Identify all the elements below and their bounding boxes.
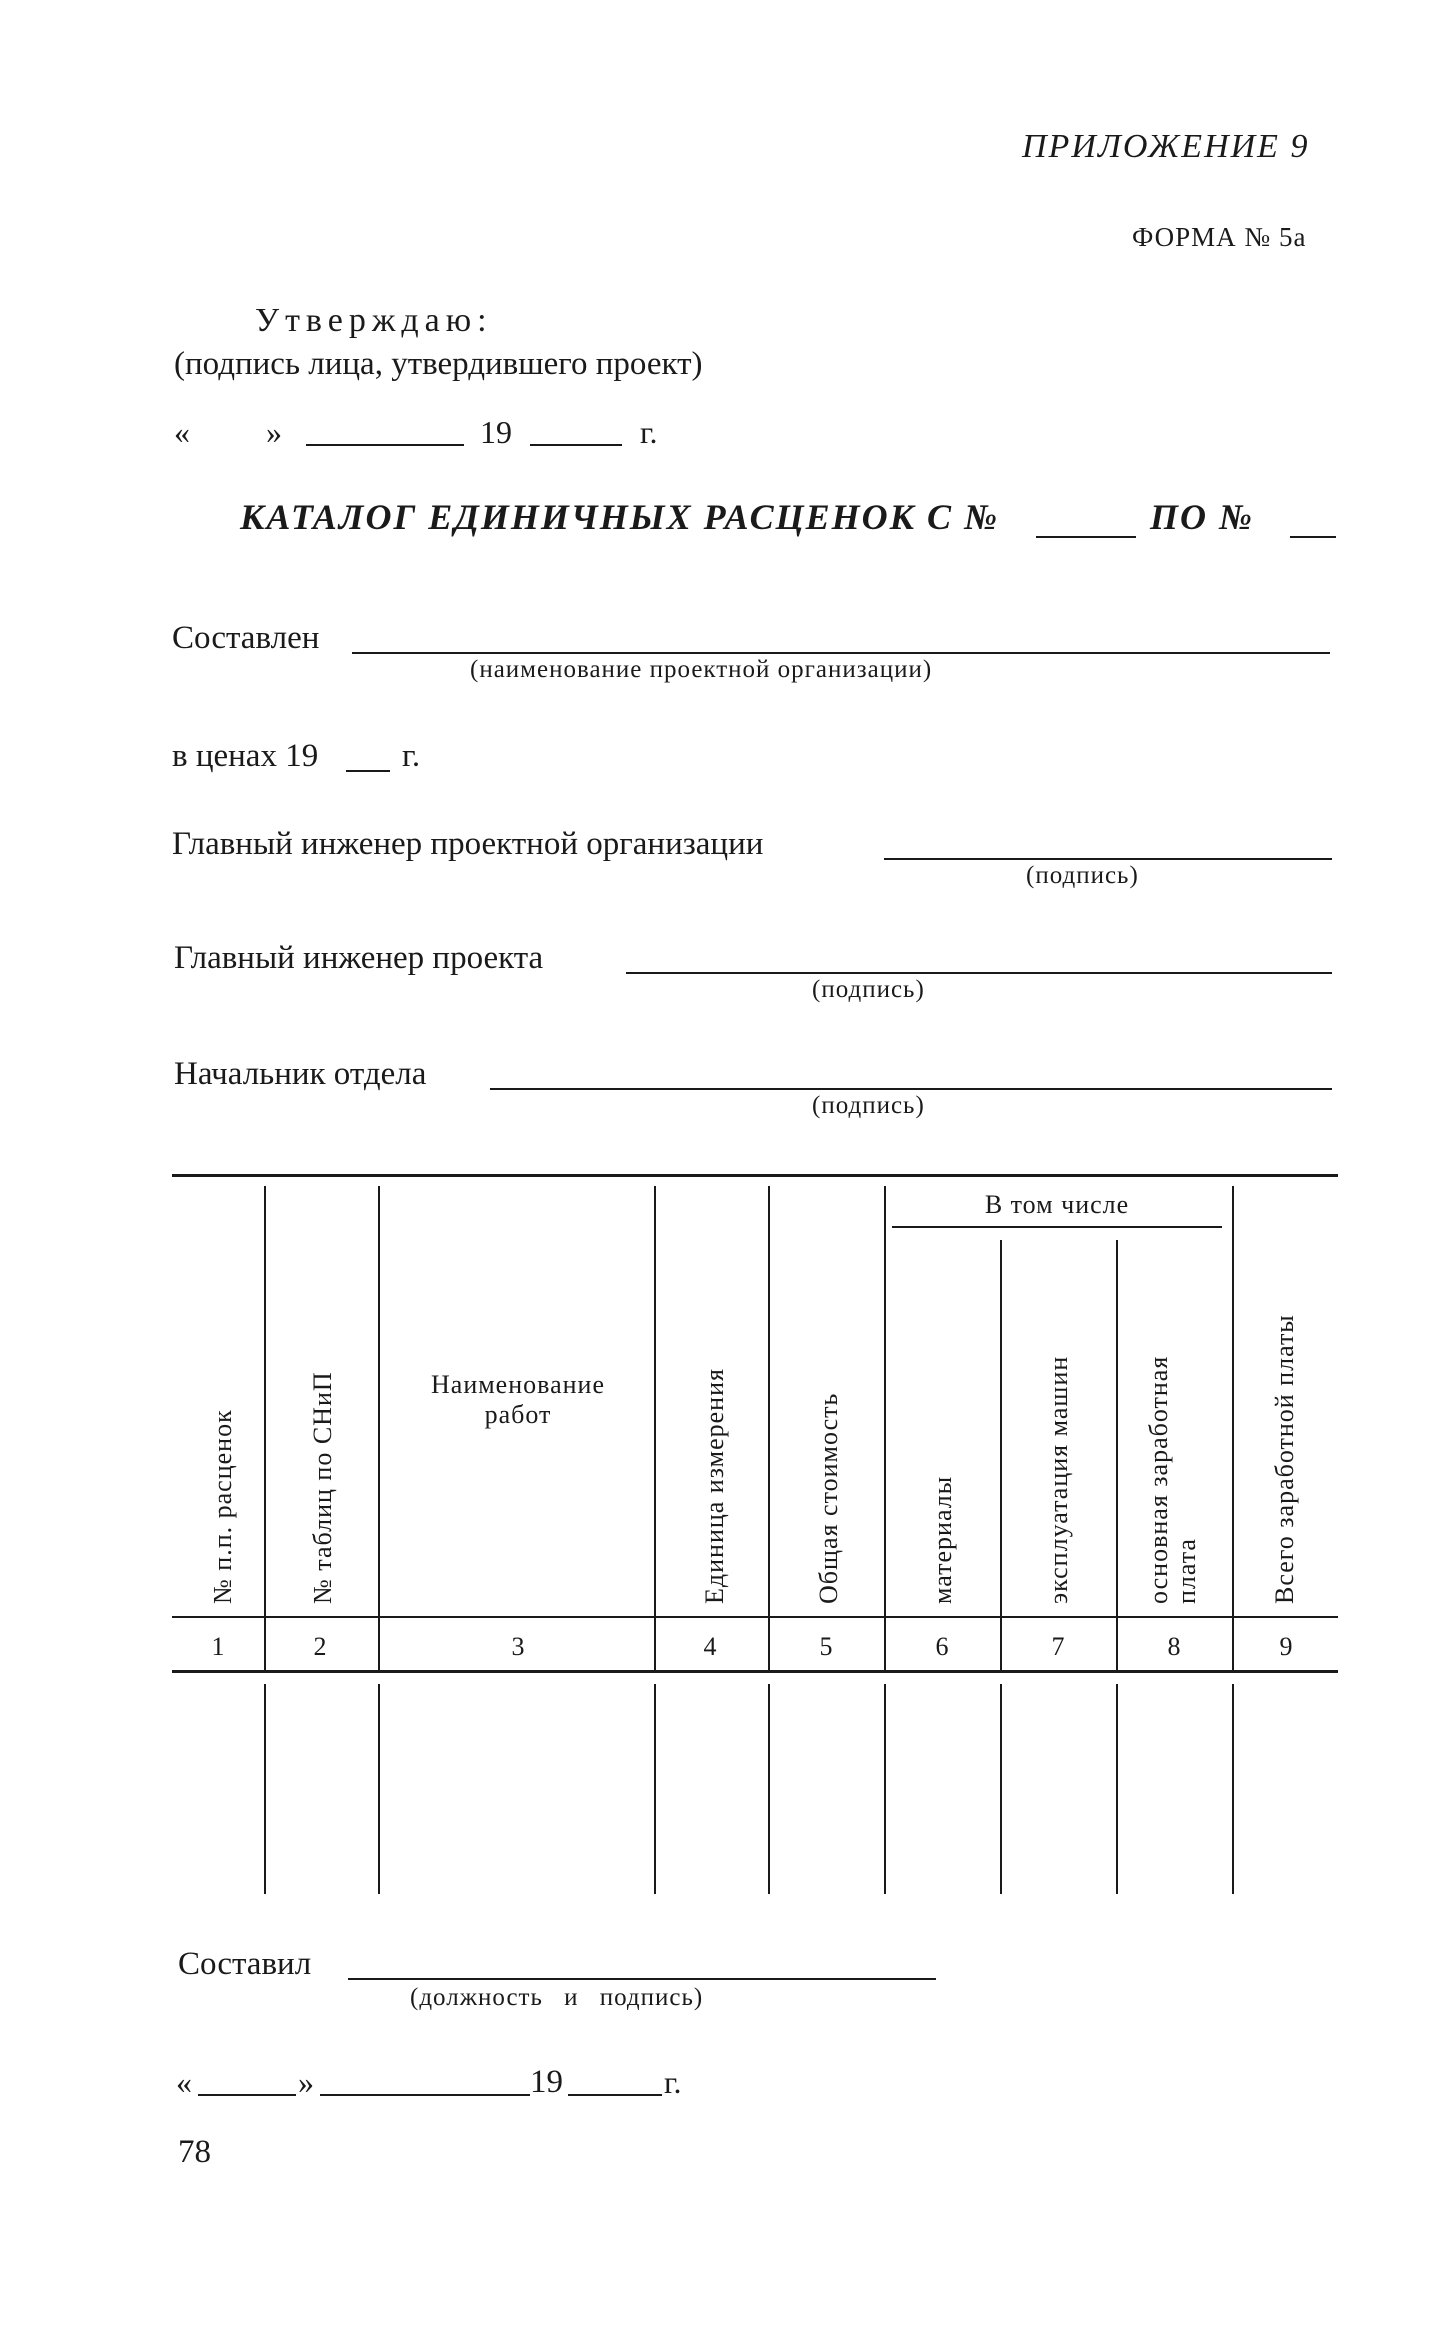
form-label: ФОРМА № 5а: [1132, 222, 1307, 252]
approval-year-line: [530, 444, 622, 446]
col-divider-6: [1000, 1240, 1002, 1670]
col-header-9: Всего заработной платы: [1270, 1314, 1299, 1604]
col-header-8-line2: плата: [1172, 1538, 1201, 1604]
chief-engineer-project-label: Главный инженер проекта: [174, 940, 544, 976]
body-divider-6: [1000, 1684, 1002, 1894]
col-number-7: 7: [1051, 1632, 1065, 1661]
table-header-bottom-rule: [172, 1616, 1338, 1618]
col-number-1: 1: [211, 1632, 225, 1661]
appendix-label: ПРИЛОЖЕНИЕ 9: [1022, 128, 1310, 165]
footer-year-line: [568, 2094, 662, 2096]
col-divider-7: [1116, 1240, 1118, 1670]
group-header-label: В том числе: [984, 1190, 1130, 1219]
body-divider-5: [884, 1684, 886, 1894]
composed-label: Составлен: [172, 620, 320, 656]
approval-year-prefix: 19: [480, 414, 512, 450]
col-header-3: Наименование работ: [431, 1370, 605, 1429]
department-head-label: Начальник отдела: [174, 1056, 427, 1092]
group-header-rule: [892, 1226, 1222, 1228]
body-divider-1: [264, 1684, 266, 1894]
body-divider-8: [1232, 1684, 1234, 1894]
col-divider-8: [1232, 1186, 1234, 1670]
col-number-4: 4: [703, 1632, 717, 1661]
col-number-6: 6: [935, 1632, 949, 1661]
footer-year-prefix: 19: [530, 2064, 563, 2100]
table-top-rule: [172, 1174, 1338, 1177]
prices-label: в ценах 19: [172, 738, 319, 774]
chief-engineer-org-note: (подпись): [1026, 862, 1139, 889]
approval-title: Утверждаю:: [255, 302, 493, 339]
approval-month-line: [306, 444, 464, 446]
page-number: 78: [178, 2134, 211, 2170]
footer-month-line: [320, 2094, 530, 2096]
col-header-5: Общая стоимость: [814, 1392, 843, 1604]
prices-year-line: [346, 770, 390, 772]
footer-day-line: [198, 2094, 296, 2096]
composed-note: (наименование проектной организации): [470, 656, 933, 683]
body-divider-4: [768, 1684, 770, 1894]
col-number-5: 5: [819, 1632, 833, 1661]
col-divider-3: [654, 1186, 656, 1670]
col-header-7: эксплуатация машин: [1044, 1355, 1073, 1604]
footer-close-quote: »: [298, 2064, 314, 2100]
composed-line: [352, 652, 1330, 654]
col-number-8: 8: [1167, 1632, 1181, 1661]
catalog-title-part1: КАТАЛОГ ЕДИНИЧНЫХ РАСЦЕНОК С №: [240, 497, 1000, 537]
chief-engineer-project-note: (подпись): [812, 976, 925, 1003]
body-divider-7: [1116, 1684, 1118, 1894]
col-header-6: материалы: [928, 1475, 957, 1604]
approval-close-quote: »: [266, 414, 282, 450]
footer-open-quote: «: [176, 2064, 192, 2100]
approval-year-suffix: г.: [640, 414, 658, 450]
col-divider-2: [378, 1186, 380, 1670]
col-number-2: 2: [313, 1632, 327, 1661]
approval-signature-note: (подпись лица, утвердившего проект): [174, 346, 703, 382]
col-number-9: 9: [1279, 1632, 1293, 1661]
catalog-from-line: [1036, 536, 1136, 538]
footer-year-suffix: г.: [664, 2064, 682, 2100]
body-divider-3: [654, 1684, 656, 1894]
body-divider-2: [378, 1684, 380, 1894]
catalog-to-line: [1290, 536, 1336, 538]
footer-composed-line: [348, 1978, 936, 1980]
col-header-8-line1: основная заработная: [1144, 1355, 1173, 1604]
col-number-3: 3: [511, 1632, 525, 1661]
col-header-2: № таблиц по СНиП: [308, 1371, 337, 1604]
department-head-note: (подпись): [812, 1092, 925, 1119]
prices-suffix: г.: [402, 738, 421, 774]
chief-engineer-org-label: Главный инженер проектной организации: [172, 826, 764, 862]
footer-composed-label: Составил: [178, 1946, 312, 1982]
col-header-4: Единица измерения: [700, 1368, 729, 1604]
chief-engineer-org-line: [884, 858, 1332, 860]
catalog-title-part2: ПО №: [1150, 497, 1254, 537]
col-divider-5: [884, 1186, 886, 1670]
col-divider-1: [264, 1186, 266, 1670]
table-numbers-bottom-rule: [172, 1670, 1338, 1673]
col-divider-4: [768, 1186, 770, 1670]
col-header-1: № п.п. расценок: [208, 1409, 237, 1604]
footer-composed-note: (должность и подпись): [410, 1984, 704, 2011]
department-head-line: [490, 1088, 1332, 1090]
chief-engineer-project-line: [626, 972, 1332, 974]
approval-open-quote: «: [174, 414, 190, 450]
